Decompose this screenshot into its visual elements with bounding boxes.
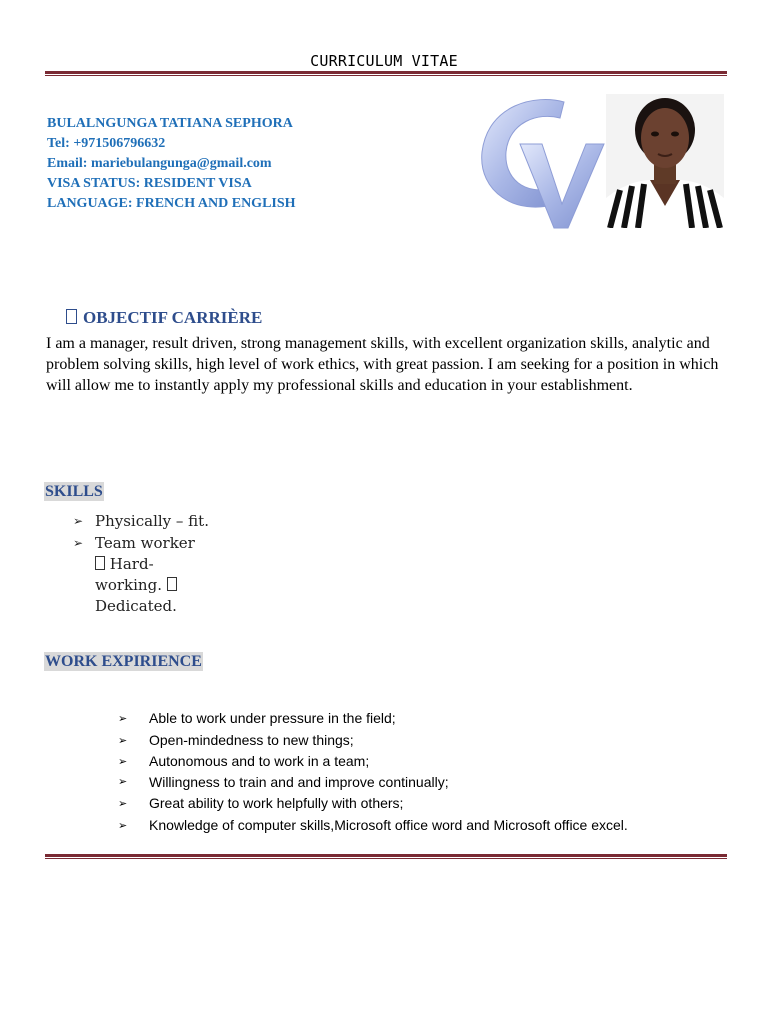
document-title: CURRICULUM VITAE	[310, 52, 458, 70]
skill-extra: Hard-	[73, 554, 209, 575]
list-item: ➢ Physically – fit.	[73, 512, 209, 530]
work-heading: WORK EXPIRIENCE	[45, 653, 202, 670]
email-address: Email: mariebulangunga@gmail.com	[47, 156, 272, 171]
visa-status: VISA STATUS: RESIDENT VISA	[47, 176, 252, 191]
top-divider	[45, 71, 727, 76]
phone-number: Tel: +971506796632	[47, 136, 166, 151]
list-item: ➢ Great ability to work helpfully with others;	[118, 795, 404, 811]
cv-logo	[476, 94, 606, 232]
list-item: ➢ Autonomous and to work in a team;	[118, 753, 370, 769]
contact-block	[47, 114, 296, 214]
skills-list	[73, 510, 209, 617]
arrow-bullet-icon: ➢	[73, 514, 84, 528]
languages: LANGUAGE: FRENCH AND ENGLISH	[47, 196, 296, 211]
checkbox-icon	[66, 309, 77, 324]
bottom-divider	[45, 854, 727, 859]
list-item: ➢ Team worker	[73, 534, 195, 552]
candidate-name: BULALNGUNGA TATIANA SEPHORA	[47, 116, 293, 131]
arrow-bullet-icon: ➢	[118, 776, 128, 788]
skills-heading: SKILLS	[45, 483, 103, 500]
skill-extra: working.	[73, 575, 209, 596]
checkbox-icon	[167, 577, 177, 591]
arrow-bullet-icon: ➢	[118, 712, 128, 725]
arrow-bullet-icon: ➢	[118, 734, 128, 747]
objective-text: I am a manager, result driven, strong management skills, with excellent organization skills, analytic and problem solving skills, high level of work ethics, with great passion. I am seeking for a position in which will allow me to instantly apply my professional skills and education in your establishment.	[46, 335, 719, 394]
skill-extra: Dedicated.	[95, 597, 177, 615]
checkbox-icon	[95, 556, 105, 570]
list-item: ➢ Able to work under pressure in the field;	[118, 710, 396, 726]
list-item: ➢ Open-mindedness to new things;	[118, 732, 354, 748]
arrow-bullet-icon: ➢	[118, 797, 128, 810]
profile-photo	[606, 94, 724, 228]
work-list	[118, 707, 628, 836]
arrow-bullet-icon: ➢	[118, 755, 128, 768]
objective-heading	[66, 308, 262, 328]
objective-heading-label: OBJECTIF CARRIÈRE	[83, 308, 263, 327]
list-item: ➢ Knowledge of computer skills,Microsoft office word and Microsoft office excel.	[118, 817, 628, 833]
arrow-bullet-icon: ➢	[73, 536, 84, 550]
arrow-bullet-icon: ➢	[118, 819, 128, 832]
list-item: ➢ Willingness to train and and improve continually;	[118, 773, 449, 790]
